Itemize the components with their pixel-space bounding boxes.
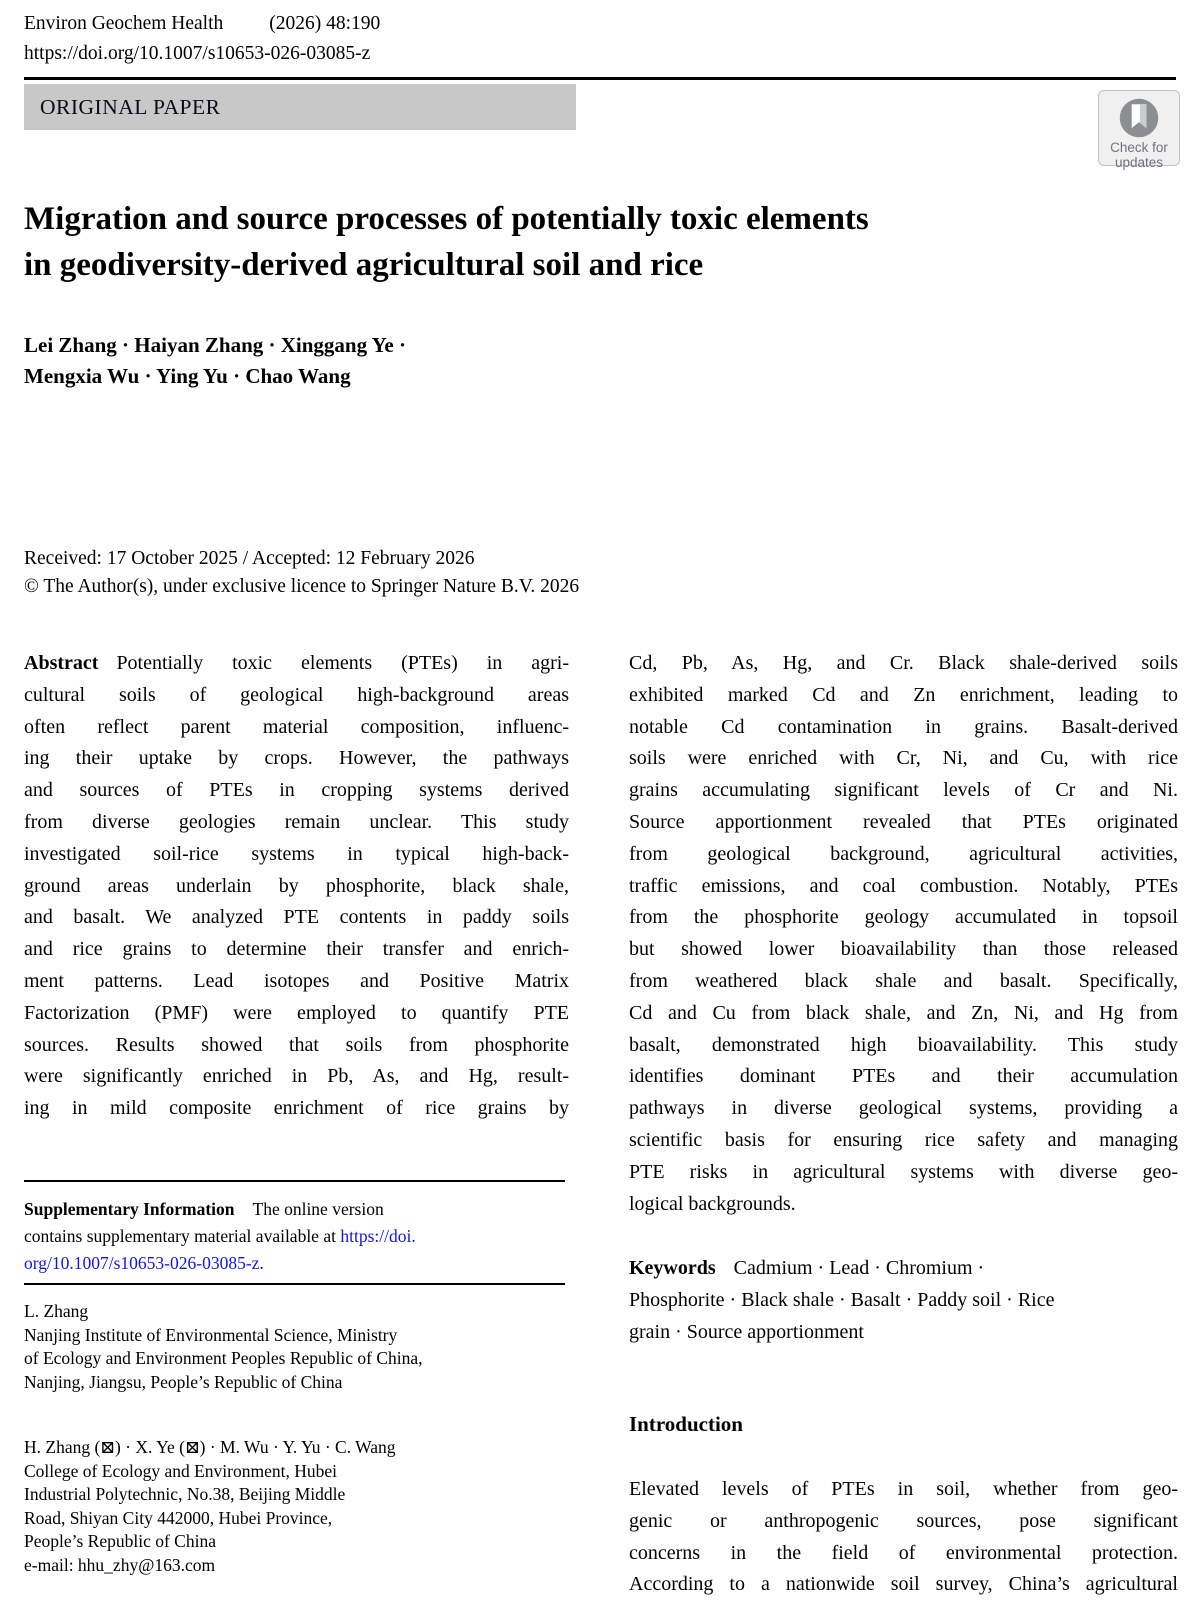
abstract-right-column <box>629 648 1178 1220</box>
supplementary-information-block <box>24 1196 569 1277</box>
article-title <box>24 196 1174 288</box>
text-line: investigated soil-rice systems in typical high-back- <box>24 842 569 865</box>
received-accepted-block <box>24 545 924 600</box>
text-line: and sources of PTEs in cropping systems derived <box>24 779 569 802</box>
text-line: Industrial Polytechnic, No.38, Beijing Middle <box>24 1484 346 1505</box>
text-line: often reflect parent material composition, influenc- <box>24 715 569 738</box>
text-line: Cd, Pb, As, Hg, and Cr. Black shale-derived soils <box>629 652 1178 674</box>
text-line: exhibited marked Cd and Zn enrichment, leading to <box>629 683 1178 706</box>
supplementary-line3-suffix: . <box>259 1252 264 1273</box>
text-line: pathways in diverse geological systems, providing a <box>629 1097 1178 1120</box>
text-line: Nanjing, Jiangsu, People’s Republic of China <box>24 1371 343 1392</box>
text-line: Nanjing Institute of Environmental Science, Ministry <box>24 1324 398 1345</box>
text-line: ing their uptake by crops. However, the pathways <box>24 747 569 770</box>
text-line: ment patterns. Lead isotopes and Positive Matrix <box>24 969 569 992</box>
affiliation-1 <box>24 1300 569 1394</box>
text-line: traffic emissions, and coal combustion. Notably, PTEs <box>629 874 1178 897</box>
text-line: Source apportionment revealed that PTEs originated <box>629 810 1178 833</box>
text-line: Migration and source processes of potentially toxic elements <box>24 201 869 237</box>
text-line: © The Author(s), under exclusive licence to Springer Nature B.V. 2026 <box>24 575 580 597</box>
text-line: scientific basis for ensuring rice safety and managing <box>629 1128 1178 1151</box>
affiliation-2 <box>24 1436 569 1578</box>
text-line: Received: 17 October 2025 / Accepted: 12 February 2026 <box>24 548 475 569</box>
supplementary-doi-link-part2[interactable]: org/10.1007/s10653-026-03085-z <box>24 1252 260 1273</box>
text-line: ground areas underlain by phosphorite, black shale, <box>24 874 569 897</box>
journal-citation: (2026) 48:190 <box>269 13 381 34</box>
introduction-heading: Introduction <box>629 1412 743 1436</box>
doi-line: https://doi.org/10.1007/s10653-026-03085-z <box>24 43 371 64</box>
text-line: e-mail: hhu_zhy@163.com <box>24 1554 216 1575</box>
article-type-banner <box>24 84 576 130</box>
text-line: from weathered black shale and basalt. Specifically, <box>629 969 1178 992</box>
text-line: and rice grains to determine their transfer and enrich- <box>24 938 569 961</box>
badge-text-line1: Check for <box>1110 140 1168 155</box>
keywords-first-line <box>629 1253 1178 1285</box>
text-line: People’s Republic of China <box>24 1531 216 1552</box>
supplementary-label: Supplementary Information <box>24 1199 235 1219</box>
text-line: sources. Results showed that soils from phosphorite <box>24 1033 569 1056</box>
supplementary-doi-link-part1[interactable]: https://doi. <box>340 1225 416 1246</box>
journal-name: Environ Geochem Health <box>24 13 224 34</box>
journal-header-line <box>24 12 380 36</box>
text-line: were significantly enriched in Pb, As, and Hg, result- <box>24 1065 569 1088</box>
abstract-first-line <box>24 648 569 680</box>
abstract-first-line-text: Potentially toxic elements (PTEs) in agri- <box>116 652 569 674</box>
text-line: H. Zhang (⊠) · X. Ye (⊠) · M. Wu · Y. Yu · C. Wang <box>24 1437 396 1457</box>
text-line: basalt, demonstrated high bioavailability. This study <box>629 1033 1178 1056</box>
text-line: logical backgrounds. <box>629 1192 796 1215</box>
author-list <box>24 330 924 392</box>
text-line: Mengxia Wu · Ying Yu · Chao Wang <box>24 364 351 388</box>
text-line: identifies dominant PTEs and their accumulation <box>629 1065 1178 1088</box>
text-line: Phosphorite · Black shale · Basalt · Paddy soil · Rice <box>629 1288 1055 1311</box>
abstract-left-lines <box>24 680 569 1125</box>
keywords-block <box>629 1253 1178 1348</box>
footnote-divider-top <box>24 1180 565 1182</box>
text-line: from diverse geologies remain unclear. This study <box>24 810 569 833</box>
text-line: in geodiversity-derived agricultural soil and rice <box>24 247 704 283</box>
keywords-first-line-text: Cadmium · Lead · Chromium · <box>733 1257 985 1279</box>
text-line: Cd and Cu from black shale, and Zn, Ni, and Hg from <box>629 1001 1178 1024</box>
keywords-label: Keywords <box>629 1257 716 1279</box>
text-line: cultural soils of geological high-background areas <box>24 683 569 706</box>
crossmark-icon <box>1117 96 1161 140</box>
supplementary-line1 <box>24 1196 569 1223</box>
supplementary-line3 <box>24 1250 569 1277</box>
abstract-left-column <box>24 648 569 1125</box>
text-line: soils were enriched with Cr, Ni, and Cu, with rice <box>629 747 1178 770</box>
text-line: genic or anthropogenic sources, pose significant <box>629 1509 1178 1532</box>
text-line: Factorization (PMF) were employed to quantify PTE <box>24 1001 569 1024</box>
keywords-lines <box>629 1285 1178 1349</box>
text-line: ing in mild composite enrichment of rice grains by <box>24 1097 569 1120</box>
text-line: and basalt. We analyzed PTE contents in paddy soils <box>24 906 569 929</box>
text-line: Road, Shiyan City 442000, Hubei Province, <box>24 1507 333 1528</box>
text-line: According to a nationwide soil survey, China’s agricultural <box>629 1573 1178 1596</box>
text-line: Lei Zhang · Haiyan Zhang · Xinggang Ye · <box>24 333 406 357</box>
text-line: Elevated levels of PTEs in soil, whether from geo- <box>629 1478 1178 1500</box>
text-line: grain · Source apportionment <box>629 1320 864 1343</box>
text-line: grains accumulating significant levels of Cr and Ni. <box>629 779 1178 802</box>
header-divider <box>24 77 1176 80</box>
footnote-divider-bottom <box>24 1283 565 1285</box>
check-for-updates-badge[interactable] <box>1098 90 1180 170</box>
text-line: from geological background, agricultural activities, <box>629 842 1178 865</box>
text-line: concerns in the field of environmental protection. <box>629 1541 1178 1564</box>
supplementary-line1-text: The online version <box>252 1199 384 1219</box>
supplementary-line2-text: contains supplementary material available at <box>24 1225 341 1246</box>
text-line: PTE risks in agricultural systems with diverse geo- <box>629 1160 1178 1183</box>
text-line: from the phosphorite geology accumulated in topsoil <box>629 906 1178 929</box>
text-line: College of Ecology and Environment, Hubei <box>24 1460 337 1481</box>
abstract-label: Abstract <box>24 652 99 674</box>
article-type-label: ORIGINAL PAPER <box>40 95 221 119</box>
text-line: but showed lower bioavailability than those released <box>629 938 1178 961</box>
text-line: of Ecology and Environment Peoples Republic of China, <box>24 1348 423 1369</box>
text-line: notable Cd contamination in grains. Basalt-derived <box>629 715 1178 738</box>
introduction-paragraph <box>629 1474 1178 1601</box>
badge-text-line2: updates <box>1114 155 1164 170</box>
text-line: L. Zhang <box>24 1301 89 1321</box>
supplementary-line2 <box>24 1223 569 1250</box>
